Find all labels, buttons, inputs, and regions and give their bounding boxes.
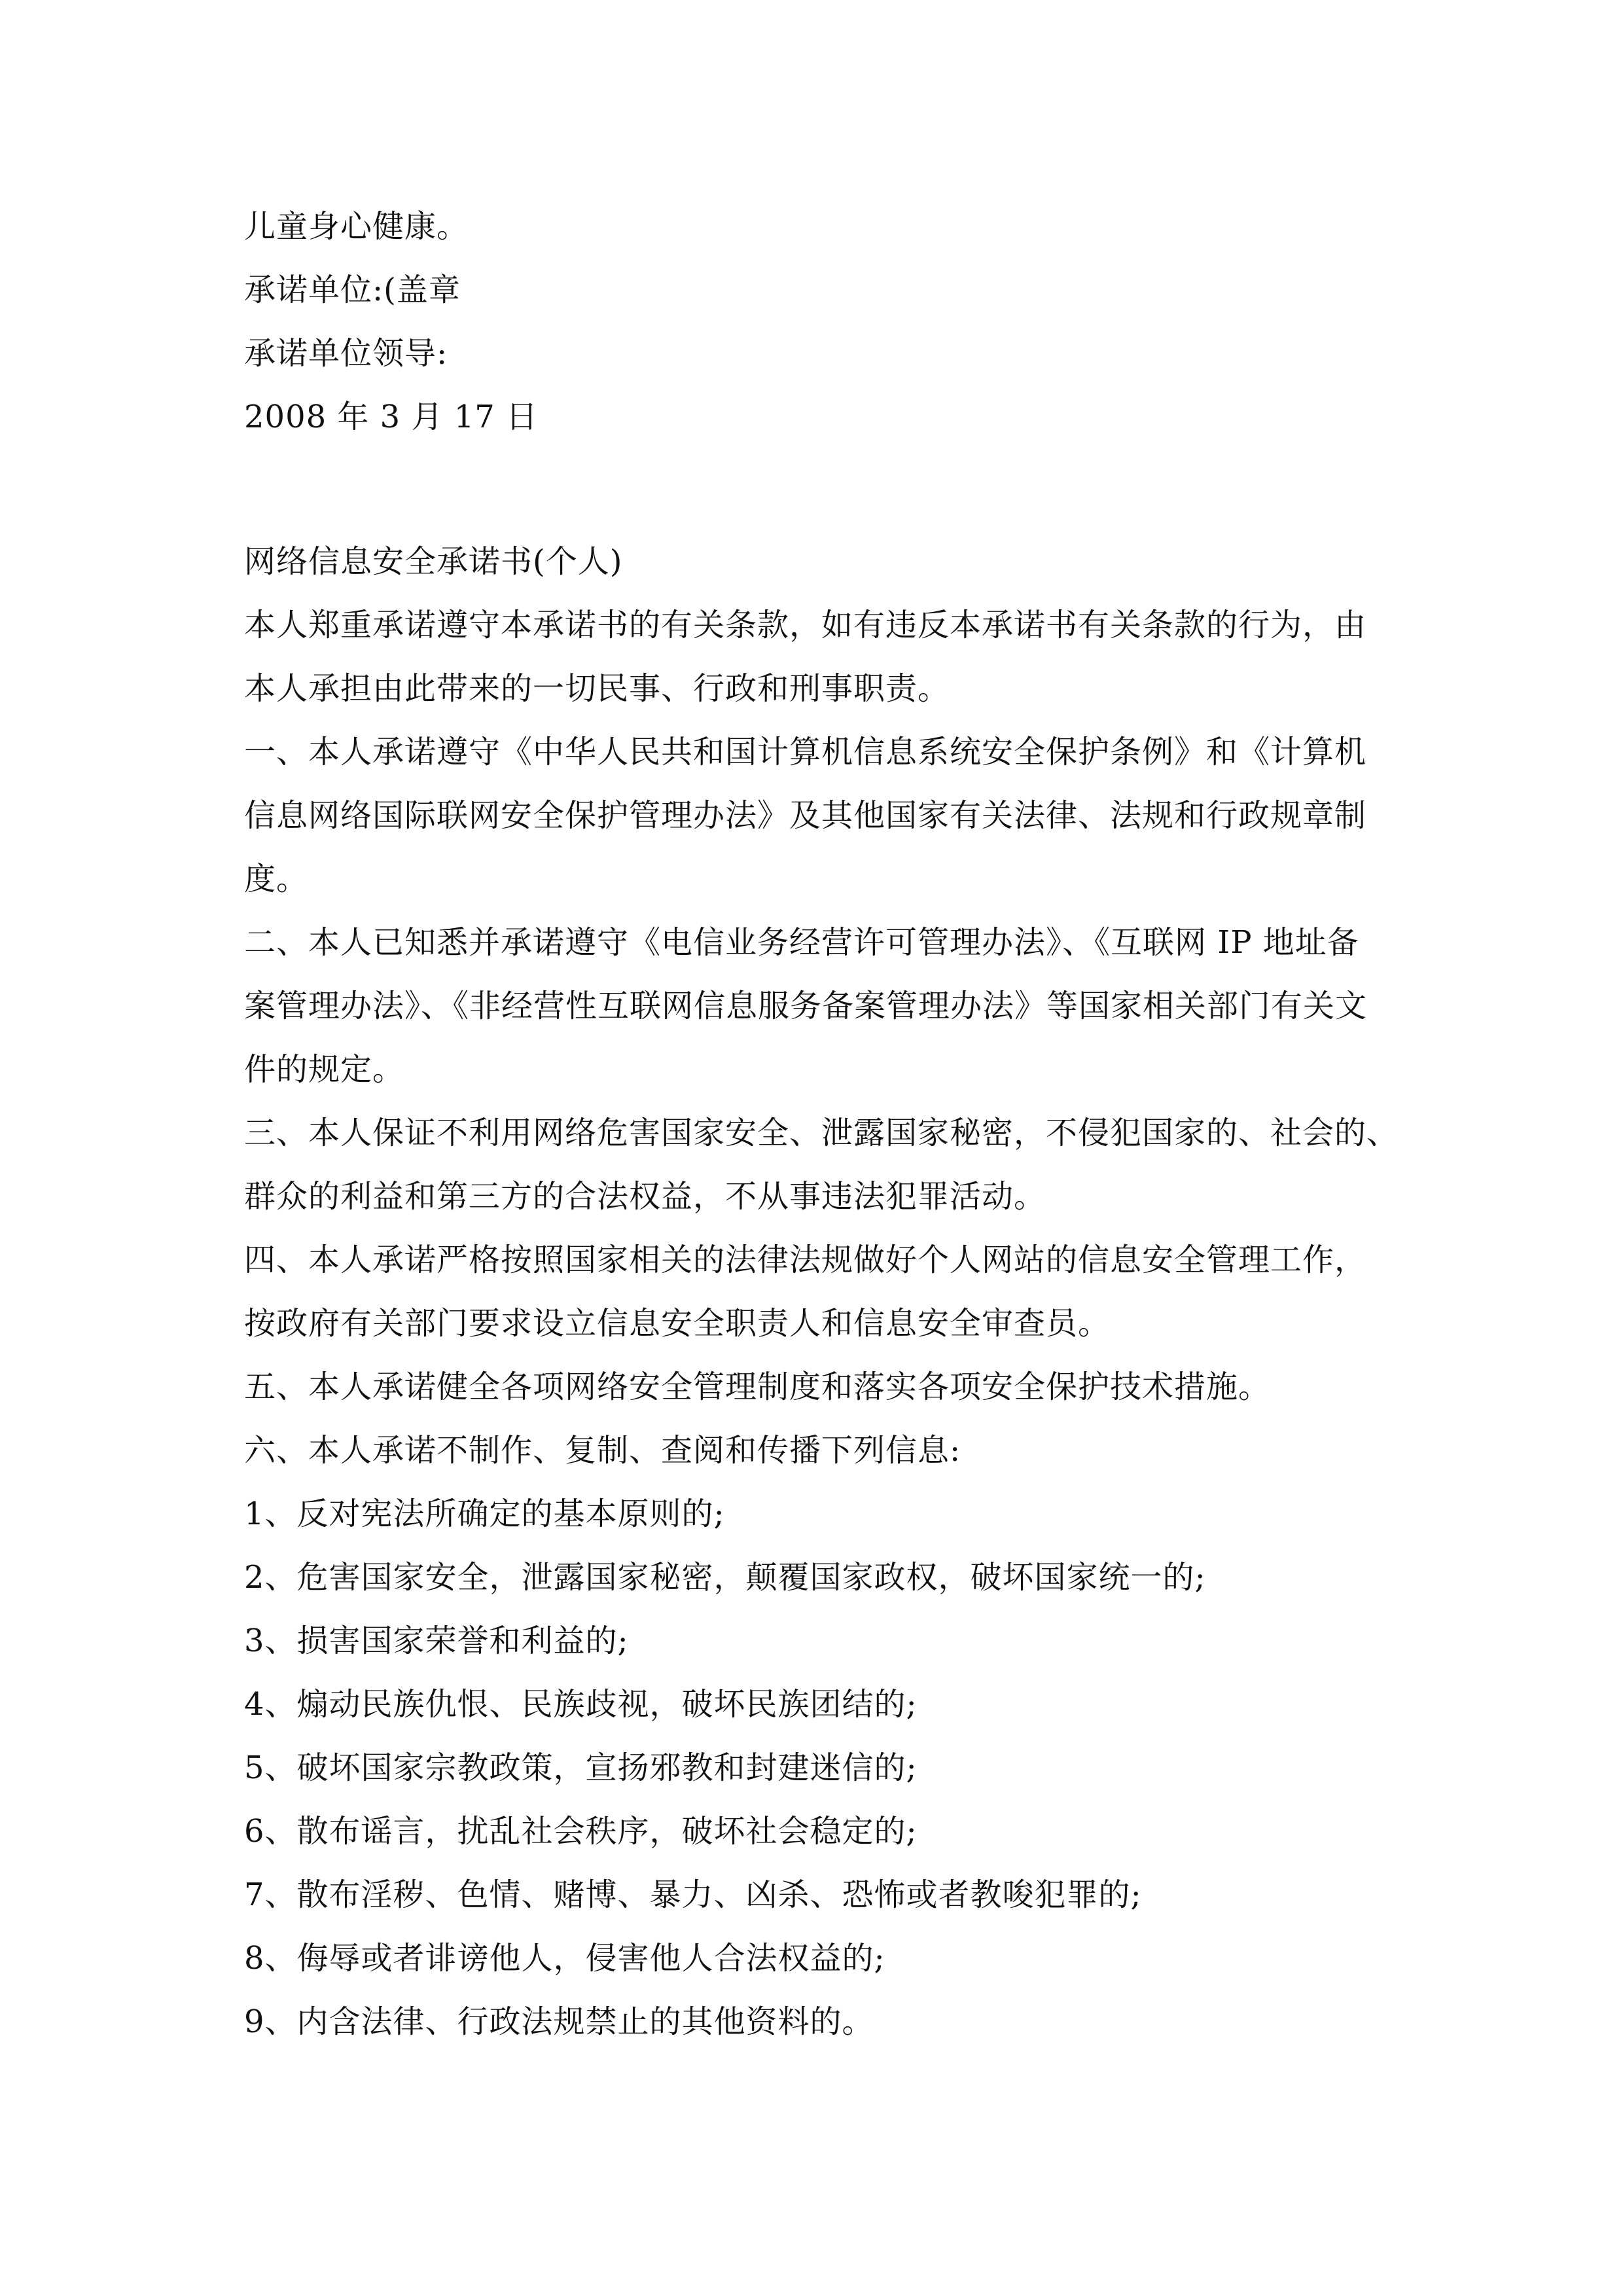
text-line: 件的规定。 [244, 1051, 405, 1088]
text-line: 按政府有关部门要求设立信息安全职责人和信息安全审查员。 [244, 1305, 1111, 1342]
text-line: 一、本人承诺遵守《中华人民共和国计算机信息系统安全保护条例》和《计算机 [244, 734, 1367, 770]
section-gap [244, 449, 1396, 530]
text-line: 五、本人承诺健全各项网络安全管理制度和落实各项安全保护技术措施。 [244, 1369, 1271, 1405]
list-item: 6、散布谣言，扰乱社会秩序，破坏社会稳定的; [244, 1813, 918, 1850]
list-item: 1、反对宪法所确定的基本原则的; [244, 1496, 725, 1532]
list-item: 5、破坏国家宗教政策，宣扬邪教和封建迷信的; [244, 1749, 918, 1786]
text-line: 本人承担由此带来的一切民事、行政和刑事职责。 [244, 670, 950, 707]
list-item: 2、危害国家安全，泄露国家秘密，颠覆国家政权，破坏国家统一的; [244, 1559, 1206, 1596]
text-line: 三、本人保证不利用网络危害国家安全、泄露国家秘密，不侵犯国家的、社会的、 [244, 1115, 1399, 1151]
list-item: 8、侮辱或者诽谤他人，侵害他人合法权益的; [244, 1940, 885, 1977]
list-item: 9、内含法律、行政法规禁止的其他资料的。 [244, 2003, 874, 2040]
text-line: 四、本人承诺严格按照国家相关的法律法规做好个人网站的信息安全管理工作， [244, 1242, 1367, 1278]
text-line: 承诺单位领导: [244, 335, 448, 372]
text-line: 儿童身心健康。 [244, 208, 469, 245]
text-line: 度。 [244, 861, 309, 897]
text-line: 承诺单位:(盖章 [244, 272, 461, 308]
list-item: 4、煽动民族仇恨、民族歧视，破坏民族团结的; [244, 1686, 918, 1723]
section-title: 网络信息安全承诺书(个人) [244, 543, 623, 580]
signature-date: 2008 年 3 月 17 日 [244, 399, 539, 435]
text-line: 二、本人已知悉并承诺遵守《电信业务经营许可管理办法》、《互联网 IP 地址备 [244, 924, 1359, 961]
text-line: 本人郑重承诺遵守本承诺书的有关条款，如有违反本承诺书有关条款的行为，由 [244, 607, 1367, 643]
text-line: 群众的利益和第三方的合法权益，不从事违法犯罪活动。 [244, 1178, 1046, 1215]
text-line: 案管理办法》、《非经营性互联网信息服务备案管理办法》等国家相关部门有关文 [244, 988, 1368, 1024]
list-item: 3、损害国家荣誉和利益的; [244, 1623, 629, 1659]
text-line: 信息网络国际联网安全保护管理办法》及其他国家有关法律、法规和行政规章制 [244, 797, 1367, 834]
text-line: 六、本人承诺不制作、复制、查阅和传播下列信息: [244, 1432, 961, 1469]
document-body [244, 195, 1399, 2054]
list-item: 7、散布淫秽、色情、赌博、暴力、凶杀、恐怖或者教唆犯罪的; [244, 1876, 1142, 1913]
